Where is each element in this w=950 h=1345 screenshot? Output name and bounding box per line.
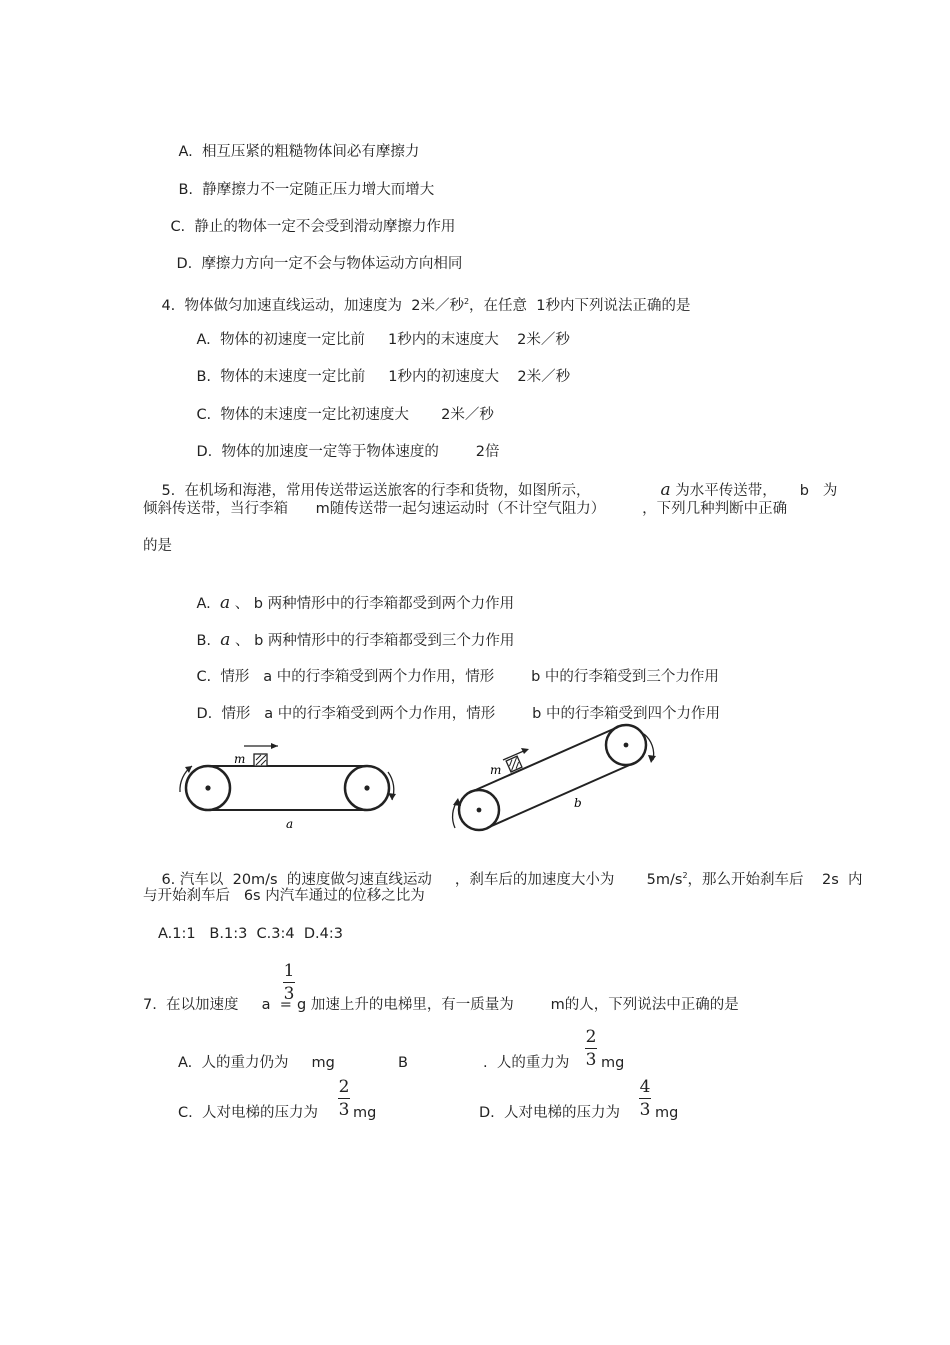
q5-conveyor-figure bbox=[170, 718, 670, 836]
conveyor-b-bottom-belt bbox=[487, 763, 634, 828]
q7-option-b-letter: B bbox=[398, 1055, 408, 1071]
q5-option-b-letter: B. bbox=[196, 633, 211, 649]
q5-symbol-a: a bbox=[660, 480, 671, 500]
q3-option-b-text: 静摩擦力不一定随正压力增大而增大 bbox=[202, 182, 435, 198]
q5-option-b-symbol: a bbox=[220, 630, 231, 650]
q4-option-d-letter: D. bbox=[196, 444, 213, 460]
q6-stem-line1-part1: 6. 汽车以 20m/s 的速度做匀速直线运动 ，刹车后的加速度大小为 5m/s bbox=[161, 871, 683, 888]
q6-stem-exponent: 2 bbox=[682, 871, 688, 880]
q6-stem-line1-part2: ，那么开始刹车后 2s 内 bbox=[687, 871, 863, 888]
q5-option-c-text: 情形 a 中的行李箱受到两个力作用，情形 b 中的行李箱受到三个力作用 bbox=[220, 669, 719, 685]
q7-option-b-unit: mg bbox=[601, 1055, 625, 1071]
q7-option-b-text: . 人的重力为 bbox=[483, 1055, 570, 1071]
q3-option-d-text: 摩擦力方向一定不会与物体运动方向相同 bbox=[201, 256, 463, 272]
q5-option-d-letter: D. bbox=[196, 706, 213, 722]
q3-option-b-letter: B. bbox=[178, 182, 193, 198]
q4-option-c-text: 物体的末速度一定比初速度大 2米／秒 bbox=[220, 407, 494, 423]
label-m-a: m bbox=[234, 752, 246, 766]
q7-stem-fraction bbox=[282, 962, 296, 1003]
conveyor-b-top-belt bbox=[471, 727, 618, 792]
q7-option-c-fraction bbox=[337, 1078, 351, 1119]
q4-option-a-text: 物体的初速度一定比前 1秒内的末速度大 2米／秒 bbox=[219, 332, 570, 348]
q5-option-d-text: 情形 a 中的行李箱受到两个力作用，情形 b 中的行李箱受到四个力作用 bbox=[221, 706, 720, 722]
q4-option-b-letter: B. bbox=[196, 369, 211, 385]
q7-option-d-fraction bbox=[638, 1078, 652, 1119]
q4-stem-exponent: 2 bbox=[463, 297, 470, 306]
q5-option-c-letter: C. bbox=[196, 669, 212, 685]
q7-option-b-fraction-den: 3 bbox=[585, 1050, 597, 1070]
q7-option-b-fraction-num: 2 bbox=[585, 1027, 597, 1047]
q3-option-c-letter: C. bbox=[170, 219, 186, 235]
q7-option-d-unit: mg bbox=[655, 1105, 679, 1121]
q6-stem-line2: 与开始刹车后 6s 内汽车通过的位移之比为 bbox=[143, 888, 425, 904]
q6-choices: A.1:1 B.1:3 C.3:4 D.4:3 bbox=[158, 926, 343, 942]
q4-option-c-letter: C. bbox=[196, 407, 212, 423]
q7-stem-fraction-num: 1 bbox=[283, 961, 295, 981]
q5-option-a-letter: A. bbox=[196, 596, 211, 612]
q7-option-b-fraction bbox=[584, 1028, 598, 1069]
label-b: b bbox=[574, 796, 582, 810]
q7-stem-part2: g 加速上升的电梯里，有一质量为 m的人，下列说法中正确的是 bbox=[297, 997, 739, 1013]
q7-option-c-unit: mg bbox=[353, 1105, 377, 1121]
q5-option-b-text: 、 b 两种情形中的行李箱都受到三个力作用 bbox=[234, 633, 515, 649]
conveyor-b bbox=[453, 725, 656, 830]
q3-option-a-text: 相互压紧的粗糙物体间必有摩擦力 bbox=[201, 144, 420, 160]
q4-stem-part3: ，在任意 1秒内下列说法正确的是 bbox=[469, 297, 691, 314]
q4-stem-part2: ，加速度为 2米／秒 bbox=[329, 297, 464, 314]
q7-option-c-text: C. 人对电梯的压力为 bbox=[178, 1105, 318, 1121]
q7-option-d-text: D. 人对电梯的压力为 bbox=[479, 1105, 620, 1121]
q3-option-c-text: 静止的物体一定不会受到滑动摩擦力作用 bbox=[194, 219, 456, 235]
q4-option-d-text: 物体的加速度一定等于物体速度的 2倍 bbox=[221, 444, 500, 460]
q4-option-a-letter: A. bbox=[196, 332, 211, 348]
q5-stem-line2: 倾斜传送带，当行李箱 m随传送带一起匀速运动时（不计空气阻力） ，下列几种判断中正确 bbox=[143, 501, 788, 517]
q3-option-d-letter: D. bbox=[176, 256, 193, 272]
q4-stem-part1: 4. 物体做匀加速直线运动 bbox=[161, 297, 330, 314]
q5-stem-line1-part1: 5. 在机场和海港，常用传送带运送旅客的行李和货物，如图所示， bbox=[161, 483, 591, 499]
q5-option-a-text: 、 b 两种情形中的行李箱都受到两个力作用 bbox=[234, 596, 515, 612]
q5-stem-line1-part2: 为水平传送带， b 为 bbox=[675, 483, 838, 499]
q4-option-b-text: 物体的末速度一定比前 1秒内的初速度大 2米／秒 bbox=[220, 369, 571, 385]
q7-stem-part1: 7. 在以加速度 a = bbox=[143, 997, 292, 1013]
q7-option-c-fraction-num: 2 bbox=[338, 1077, 350, 1097]
label-m-b: m bbox=[490, 763, 502, 777]
q7-option-d-fraction-den: 3 bbox=[639, 1100, 651, 1120]
q5-stem-line3: 的是 bbox=[143, 538, 172, 554]
q7-option-a: A. 人的重力仍为 mg bbox=[178, 1055, 335, 1071]
q3-option-a-letter: A. bbox=[178, 144, 193, 160]
q7-stem-fraction-den: 3 bbox=[283, 984, 295, 1004]
label-a: a bbox=[286, 817, 294, 831]
conveyor-a bbox=[180, 743, 396, 831]
q7-option-d-fraction-num: 4 bbox=[639, 1077, 651, 1097]
q7-option-c-fraction-den: 3 bbox=[338, 1100, 350, 1120]
q5-option-a-symbol: a bbox=[219, 593, 231, 613]
